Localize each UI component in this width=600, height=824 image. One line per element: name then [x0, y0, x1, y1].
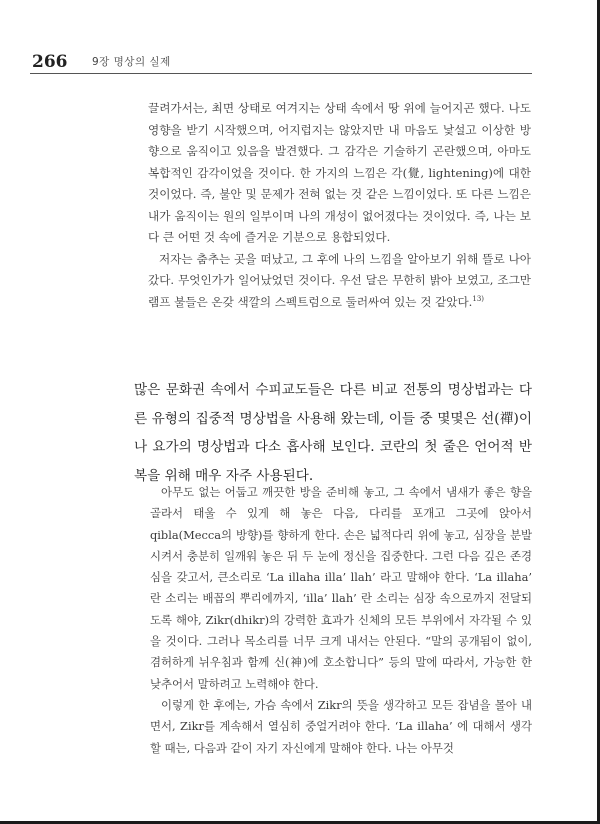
- header-rule: [30, 73, 532, 74]
- block-quote-dance-experience: [148, 98, 531, 313]
- body-paragraph: 많은 문화권 속에서 수피교도들은 다른 비교 전통의 명상법과는 다른 유형의 집중적 명상법을 사용해 왔는데, 이들 중 몇몇은 선(禪)이나 요가의 명상법과 다소 흡사해 보인다. 코란의 첫 줄은 언어적 반복을 위해 매우 자주 사용된다.: [134, 382, 532, 484]
- block-quote-zikr-instructions: [150, 482, 532, 759]
- quote-paragraph: 이렇게 한 후에는, 가슴 속에서 Zikr의 뜻을 생각하고 모든 잡념을 몰아 내면서, Zikr를 계속해서 열심히 중얼거려야 한다. ‘La illaha’ 에 대해서 생각할 때는, 다음과 같이 자기 자신에게 말해야 한다. 나는 아무것: [150, 697, 532, 755]
- quote-paragraph: 아무도 없는 어둡고 깨끗한 방을 준비해 놓고, 그 속에서 냄새가 좋은 향을 골라서 태울 수 있게 해 놓은 다음, 다리를 포개고 그곳에 앉아서 qibla(Mecca의 방향)를 향하게 한다. 손은 넓적다리 위에 놓고, 심장을 분발시켜서 충분히 일깨워 놓은 뒤 두 눈에 정신을 집중한다. 그런 다음 깊은 존경심을 갖고서, 큰소리로 ‘La illaha illa’ llah’ 라고 말해야 한다. ‘La illaha’ 란 소리는 배꼽의 뿌리에까지, ‘illa’ llah’ 란 소리는 심장 속으로까지 전달되도록 해야, Zikr(dhikr)의 강력한 효과가 신체의 모든 부위에서 자각될 수 있을 것이다. 그러나 목소리를 너무 크게 내서는 안된다. “말의 공개됨이 없이, 겸허하게 뉘우침과 함께 신(神)에 호소합니다” 등의 말에 따라서, 가능한 한 낮추어서 말하려고 노력해야 한다.: [150, 485, 532, 691]
- quote-paragraph: 끌려가서는, 최면 상태로 여겨지는 상태 속에서 땅 위에 늘어지곤 했다. 나도 영향을 받기 시작했으며, 어지럽지는 않았지만 내 마음도 낯설고 이상한 방향으로 움직이고 있음을 발견했다. 그 감각은 기술하기 곤란했으며, 아마도 복합적인 감각이었을 것이다. 한 가지의 느낌은 각(覺, lightening)에 대한 것이었다. 즉, 불안 및 문제가 전혀 없는 것 같은 느낌이었다. 또 다른 느낌은 내가 움직이는 원의 일부이며 나의 개성이 없어졌다는 것이었다. 즉, 나는 보다 큰 어떤 것 속에 즐거운 기분으로 용합되었다.: [148, 101, 531, 244]
- running-header: [30, 52, 532, 72]
- page-number: 266: [32, 52, 68, 72]
- quote-paragraph-text: 저자는 춤추는 곳을 떠났고, 그 후에 나의 느낌을 알아보기 위해 뜰로 나아갔다. 무엇인가가 일어났었던 것이다. 우선 달은 무한히 밝아 보였고, 조그만 램프 불들은 온갖 색깔의 스펙트럼으로 둘러싸여 있는 것 같았다.: [148, 251, 531, 309]
- footnote-marker: 13): [472, 294, 484, 303]
- quote-paragraph: [148, 249, 531, 314]
- chapter-title: 9장 명상의 실제: [92, 56, 171, 68]
